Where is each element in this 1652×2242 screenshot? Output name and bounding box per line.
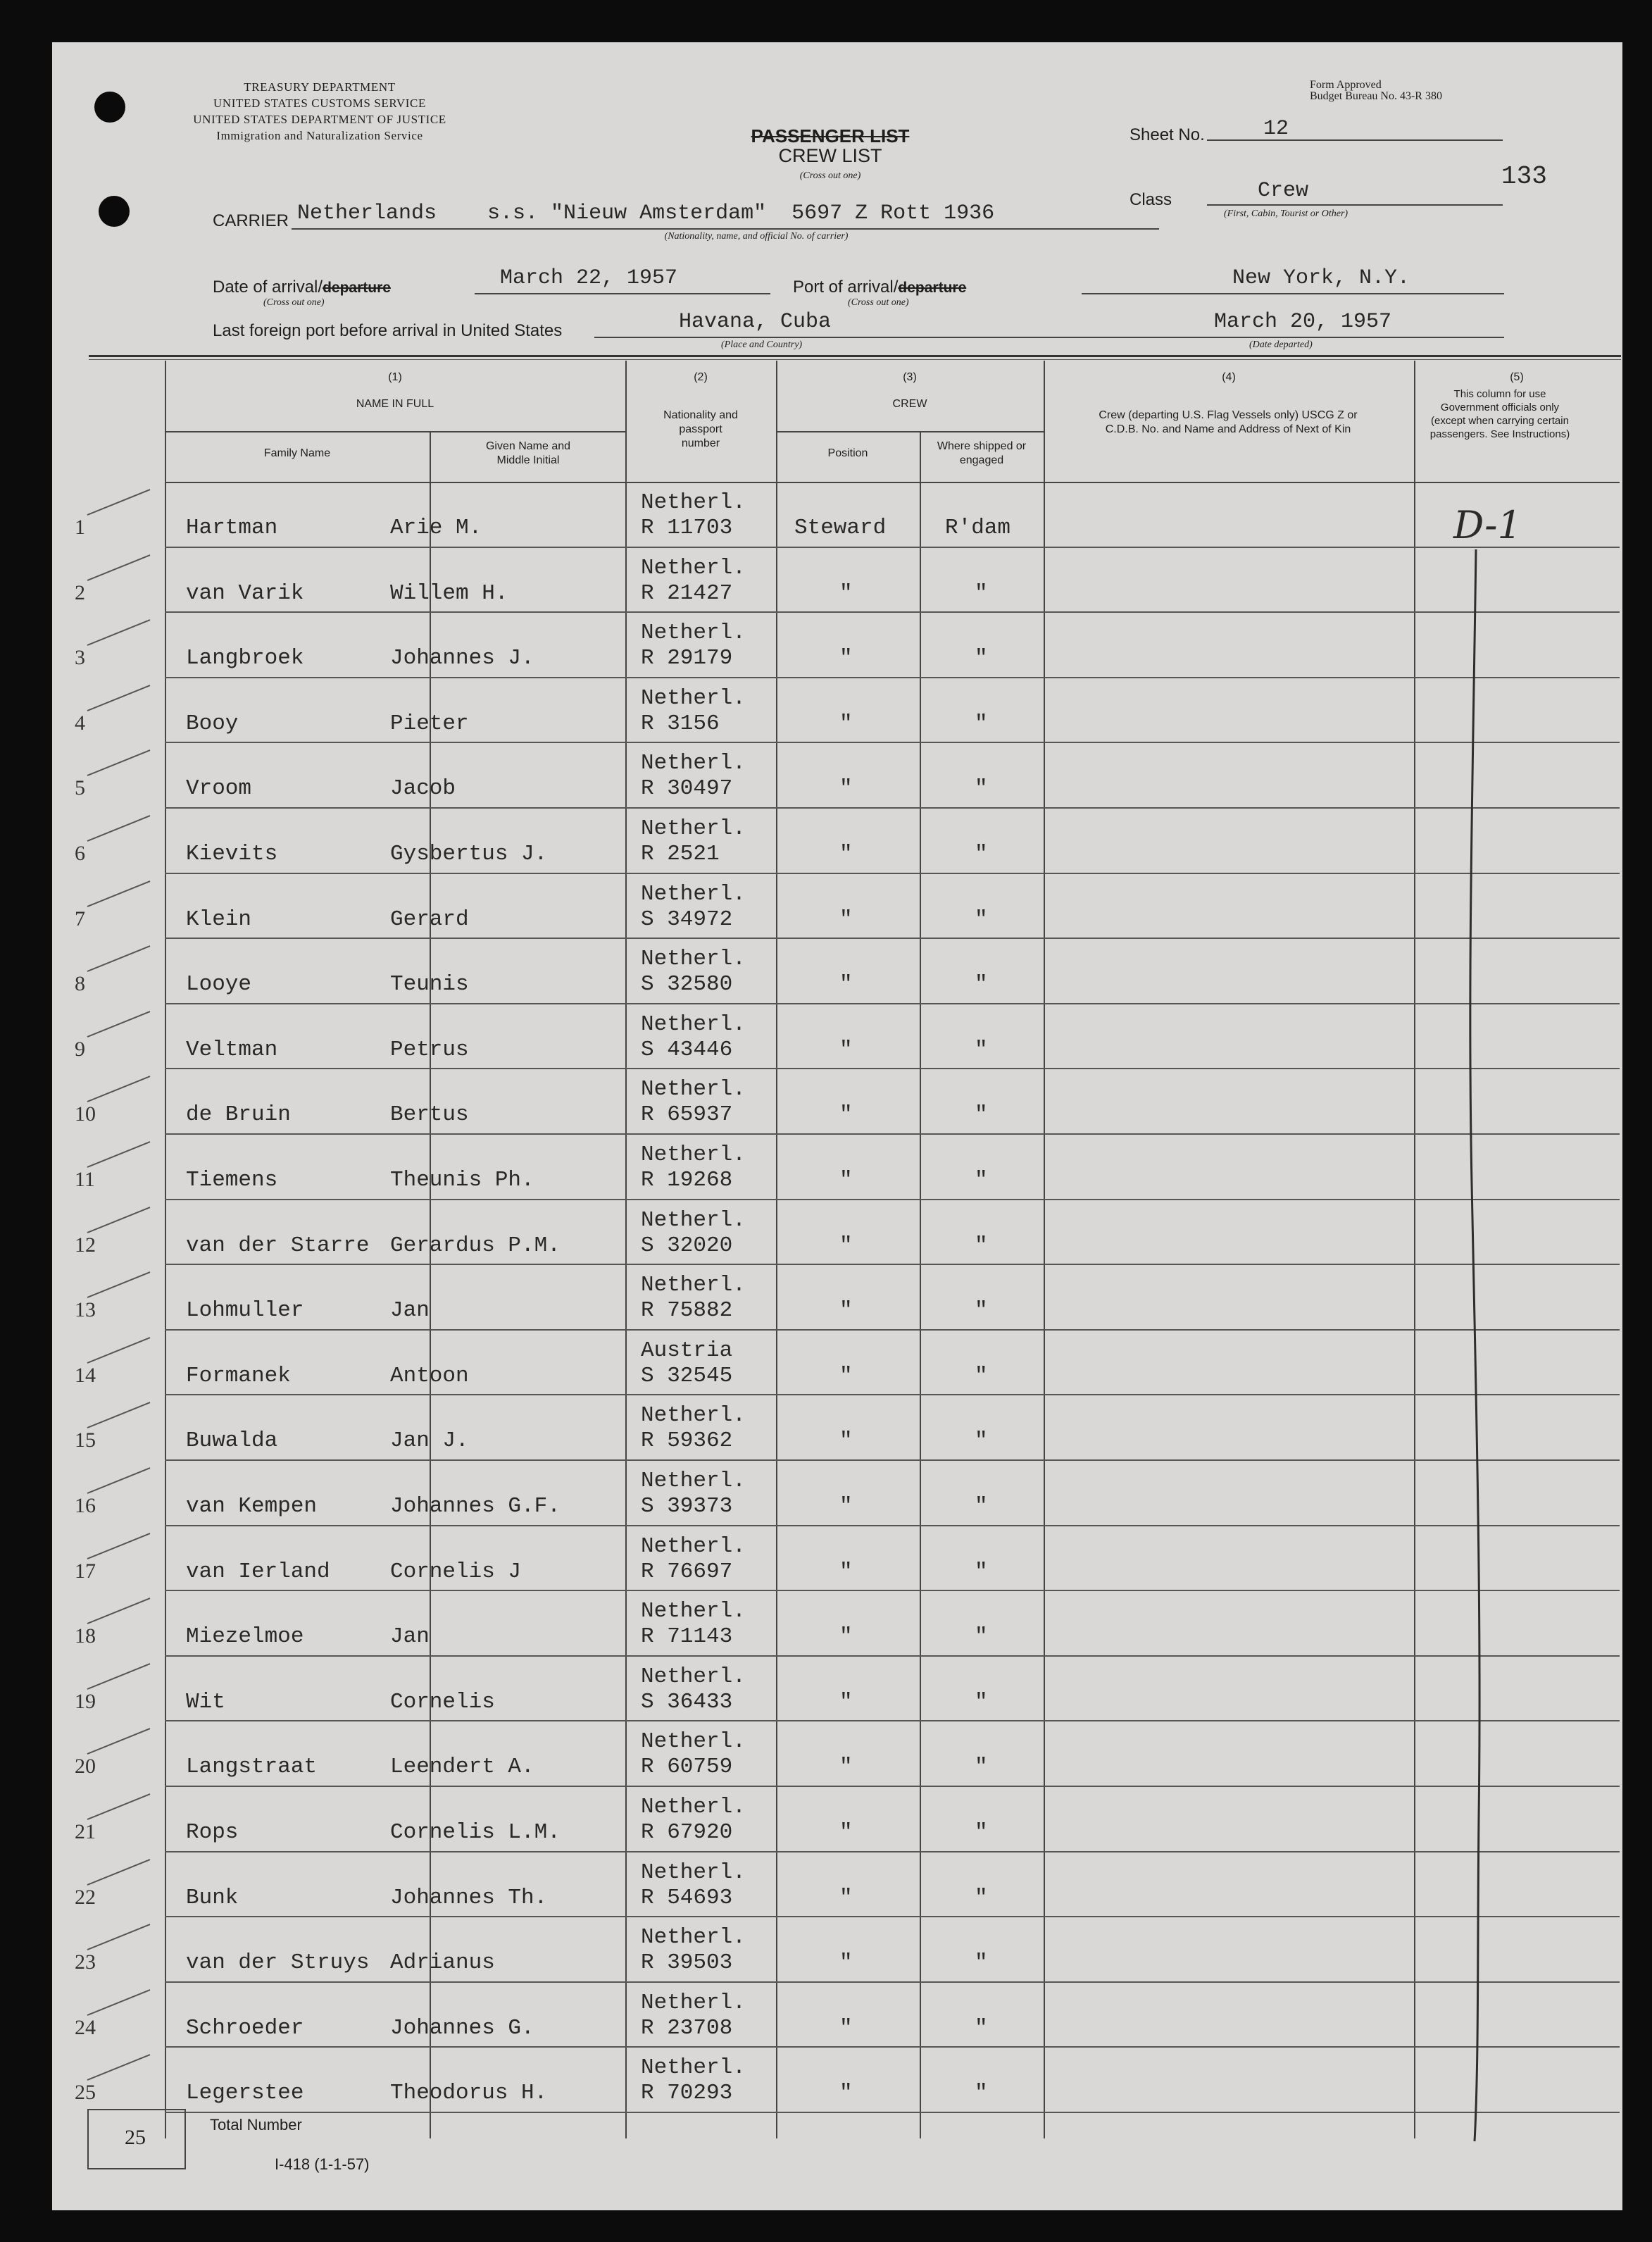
date-arrival-value: March 22, 1957 — [500, 266, 678, 290]
row-number: 19 — [75, 1689, 96, 1713]
position: " — [839, 972, 853, 997]
position: " — [839, 1037, 853, 1062]
given-name: Petrus — [390, 1037, 469, 1062]
check-tick — [87, 1533, 151, 1559]
family-name: Vroom — [186, 776, 252, 802]
check-tick — [87, 619, 151, 646]
passport-number: R 70293 — [641, 2081, 733, 2106]
family-name: Legerstee — [186, 2081, 304, 2106]
page-number: 133 — [1501, 162, 1547, 191]
row-number: 5 — [75, 776, 85, 800]
col1-title: NAME IN FULL — [356, 398, 434, 410]
nationality: Netherl. — [641, 1533, 746, 1559]
date-cross-note: (Cross out one) — [263, 297, 325, 308]
shipped-engaged: " — [975, 1559, 988, 1584]
date-departed-value: March 20, 1957 — [1214, 310, 1392, 334]
row-number: 1 — [75, 516, 85, 539]
header-subrule-1 — [165, 431, 625, 432]
shipped-engaged: " — [975, 907, 988, 932]
row-number: 20 — [75, 1755, 96, 1779]
family-name: van der Struys — [186, 1950, 370, 1976]
nationality: Netherl. — [641, 1599, 746, 1624]
check-tick — [87, 1729, 151, 1755]
col1-family-header: Family Name — [263, 447, 331, 459]
nationality: Netherl. — [641, 816, 746, 841]
row-number: 17 — [75, 1559, 96, 1583]
passport-number: R 30497 — [641, 776, 733, 802]
table-row — [75, 742, 1620, 808]
agency-line: Immigration and Naturalization Service — [216, 129, 423, 142]
given-name: Johannes Th. — [390, 1885, 548, 1910]
family-name: de Bruin — [186, 1102, 291, 1128]
shipped-engaged: " — [975, 1950, 988, 1976]
position: " — [839, 1689, 853, 1714]
nationality: Netherl. — [641, 490, 746, 515]
position: " — [839, 842, 853, 866]
family-name: Miezelmoe — [186, 1624, 304, 1650]
family-name: Tiemens — [186, 1168, 278, 1192]
given-name: Gysbertus J. — [390, 842, 548, 866]
shipped-engaged: " — [975, 1168, 988, 1192]
shipped-engaged: " — [975, 1885, 988, 1910]
position: " — [839, 1950, 853, 1976]
table-row — [75, 482, 1620, 547]
class-label: Class — [1130, 190, 1172, 209]
passport-number: S 32020 — [641, 1233, 733, 1258]
shipped-engaged: " — [975, 1428, 988, 1454]
carrier-label: CARRIER — [213, 211, 289, 230]
position: " — [839, 1624, 853, 1650]
passport-number: S 32580 — [641, 972, 733, 997]
passport-number: R 23708 — [641, 2015, 733, 2041]
given-name: Willem H. — [390, 580, 508, 606]
passport-number: R 71143 — [641, 1624, 733, 1650]
agency-line: UNITED STATES CUSTOMS SERVICE — [213, 96, 426, 110]
header-subrule-3 — [776, 431, 1044, 432]
nationality: Netherl. — [641, 1664, 746, 1689]
check-tick — [87, 1076, 151, 1103]
nationality: Netherl. — [641, 1403, 746, 1428]
agency-line: UNITED STATES DEPARTMENT OF JUSTICE — [193, 113, 446, 126]
col5-number: (5) — [1510, 371, 1524, 383]
shipped-engaged: " — [975, 842, 988, 866]
passport-number: S 43446 — [641, 1037, 733, 1062]
shipped-engaged: " — [975, 1102, 988, 1128]
passport-number: R 21427 — [641, 580, 733, 606]
table-row — [75, 2047, 1620, 2112]
shipped-engaged: " — [975, 1494, 988, 1519]
shipped-engaged: " — [975, 1363, 988, 1388]
row-number: 2 — [75, 580, 85, 604]
row-number: 4 — [75, 711, 85, 735]
carrier-value: Netherlands s.s. "Nieuw Amsterdam" 5697 Z Rott 1936 — [297, 201, 995, 225]
nationality: Netherl. — [641, 621, 746, 646]
passport-number: R 3156 — [641, 711, 720, 736]
given-name: Johannes J. — [390, 646, 534, 671]
given-name: Cornelis — [390, 1689, 495, 1714]
check-tick — [87, 1859, 151, 1886]
nationality: Netherl. — [641, 881, 746, 907]
position: " — [839, 1428, 853, 1454]
row-number: 24 — [75, 2015, 96, 2039]
check-tick — [87, 1467, 151, 1494]
carrier-note: (Nationality, name, and official No. of carrier) — [664, 231, 849, 242]
position: " — [839, 1494, 853, 1519]
table-row — [75, 1004, 1620, 1069]
passport-number: R 60759 — [641, 1755, 733, 1780]
passport-number: S 34972 — [641, 907, 733, 932]
position: Steward — [794, 516, 887, 540]
nationality: Netherl. — [641, 1273, 746, 1298]
given-name: Pieter — [390, 711, 469, 736]
hand-drawn-line — [1432, 549, 1545, 2155]
given-name: Cornelis L.M. — [390, 1820, 561, 1845]
class-note: (First, Cabin, Tourist or Other) — [1224, 208, 1348, 219]
table-row — [75, 1264, 1620, 1330]
nationality: Netherl. — [641, 947, 746, 972]
col4-number: (4) — [1222, 371, 1236, 383]
nationality: Netherl. — [641, 2055, 746, 2081]
punch-hole-middle — [99, 196, 130, 227]
passport-number: R 65937 — [641, 1102, 733, 1128]
family-name: Rops — [186, 1820, 239, 1845]
position: " — [839, 711, 853, 736]
shipped-engaged: " — [975, 1298, 988, 1324]
table-row — [75, 547, 1620, 613]
family-name: Wit — [186, 1689, 225, 1714]
date-arrival-text: Date of arrival/ — [213, 278, 323, 297]
nationality: Netherl. — [641, 1925, 746, 1950]
table-row — [75, 1460, 1620, 1526]
shipped-engaged: " — [975, 646, 988, 671]
row-number: 16 — [75, 1494, 96, 1517]
check-tick — [87, 489, 151, 516]
given-name: Jan — [390, 1298, 430, 1324]
position: " — [839, 1885, 853, 1910]
table-row — [75, 1200, 1620, 1265]
given-name: Jan J. — [390, 1428, 469, 1454]
col3-position-header: Position — [827, 447, 868, 459]
col5-title: This column for use Government officials only (except when carrying certain passengers. See Instructions) — [1429, 388, 1570, 440]
position: " — [839, 1298, 853, 1324]
table-row — [75, 1656, 1620, 1721]
nationality: Netherl. — [641, 1077, 746, 1102]
table-row — [75, 1526, 1620, 1591]
official-annotation: D-1 — [1453, 503, 1522, 547]
passport-number: R 2521 — [641, 842, 720, 866]
given-name: Antoon — [390, 1363, 469, 1388]
given-name: Teunis — [390, 972, 469, 997]
agency-block — [123, 79, 517, 144]
check-tick — [87, 1793, 151, 1820]
port-arrival-text: Port of arrival/ — [793, 278, 899, 297]
family-name: Langstraat — [186, 1755, 318, 1780]
check-tick — [87, 880, 151, 907]
given-name: Adrianus — [390, 1950, 495, 1976]
col3-title: CREW — [892, 398, 927, 410]
shipped-engaged: " — [975, 1233, 988, 1258]
row-number: 21 — [75, 1820, 96, 1843]
crew-list-form — [52, 42, 1622, 2210]
shipped-engaged: " — [975, 711, 988, 736]
col2-number: (2) — [694, 371, 708, 383]
check-tick — [87, 945, 151, 972]
check-tick — [87, 1663, 151, 1690]
passport-number: R 67920 — [641, 1820, 733, 1845]
col2-title: Nationality and passport number — [663, 409, 738, 449]
check-tick — [87, 685, 151, 711]
row-number: 18 — [75, 1624, 96, 1648]
row-number: 10 — [75, 1102, 96, 1126]
family-name: Veltman — [186, 1037, 278, 1062]
col3-shipped-header: Where shipped or engaged — [937, 440, 1027, 466]
table-row — [75, 1330, 1620, 1395]
nationality: Netherl. — [641, 1990, 746, 2015]
family-name: Klein — [186, 907, 252, 932]
col1-given-header: Given Name and Middle Initial — [485, 440, 571, 466]
family-name: Buwalda — [186, 1428, 278, 1454]
given-name: Bertus — [390, 1102, 469, 1128]
row-number: 6 — [75, 842, 85, 865]
position: " — [839, 2081, 853, 2106]
nationality: Netherl. — [641, 685, 746, 711]
check-tick — [87, 2055, 151, 2081]
shipped-engaged: R'dam — [945, 516, 1011, 540]
row-number: 9 — [75, 1037, 85, 1061]
row-number: 11 — [75, 1168, 95, 1191]
row-number: 3 — [75, 646, 85, 670]
given-name: Gerard — [390, 907, 469, 932]
position: " — [839, 580, 853, 606]
table-row — [75, 1069, 1620, 1134]
sheet-number: 12 — [1263, 117, 1289, 141]
passport-number: S 32545 — [641, 1363, 733, 1388]
passport-number: R 59362 — [641, 1428, 733, 1454]
port-arrival-label — [793, 278, 966, 297]
shipped-engaged: " — [975, 776, 988, 802]
place-note: (Place and Country) — [721, 340, 803, 350]
check-tick — [87, 1402, 151, 1429]
passport-number: R 76697 — [641, 1559, 733, 1584]
passport-number: R 54693 — [641, 1885, 733, 1910]
table-row — [75, 808, 1620, 873]
row-number: 15 — [75, 1428, 96, 1452]
position: " — [839, 1168, 853, 1192]
class-value: Crew — [1258, 179, 1309, 203]
nationality: Netherl. — [641, 1469, 746, 1493]
table-row — [75, 612, 1620, 678]
table-row — [75, 678, 1620, 743]
given-name: Gerardus P.M. — [390, 1233, 561, 1258]
passport-number: R 75882 — [641, 1298, 733, 1324]
shipped-engaged: " — [975, 2081, 988, 2106]
form-id: I-418 (1-1-57) — [275, 2155, 370, 2173]
family-name: Bunk — [186, 1885, 239, 1910]
family-name: Langbroek — [186, 646, 304, 671]
punch-hole-top — [94, 92, 125, 123]
family-name: Formanek — [186, 1363, 291, 1388]
family-name: van Kempen — [186, 1494, 318, 1519]
check-tick — [87, 1337, 151, 1364]
given-name: Leendert A. — [390, 1755, 534, 1780]
port-cross-note: (Cross out one) — [848, 297, 909, 308]
position: " — [839, 2015, 853, 2041]
row-number: 25 — [75, 2081, 96, 2105]
total-label: Total Number — [210, 2116, 302, 2134]
position: " — [839, 776, 853, 802]
sheet-label: Sheet No. — [1130, 125, 1205, 144]
table-row — [75, 1134, 1620, 1200]
check-tick — [87, 1271, 151, 1298]
shipped-engaged: " — [975, 2015, 988, 2041]
given-name: Johannes G.F. — [390, 1494, 561, 1519]
check-tick — [87, 750, 151, 777]
family-name: Booy — [186, 711, 239, 736]
shipped-engaged: " — [975, 580, 988, 606]
given-name: Cornelis J — [390, 1559, 522, 1584]
table-row — [75, 1982, 1620, 2048]
passport-number: S 36433 — [641, 1689, 733, 1714]
family-name: van der Starre — [186, 1233, 370, 1258]
position: " — [839, 1820, 853, 1845]
shipped-engaged: " — [975, 1755, 988, 1780]
last-port-value: Havana, Cuba — [679, 310, 832, 334]
position: " — [839, 1559, 853, 1584]
position: " — [839, 1102, 853, 1128]
date-arrival-label — [213, 278, 391, 297]
given-name: Theunis Ph. — [390, 1168, 534, 1192]
table-row — [75, 1590, 1620, 1656]
passport-number: R 19268 — [641, 1168, 733, 1192]
nationality: Netherl. — [641, 1011, 746, 1037]
shipped-engaged: " — [975, 1689, 988, 1714]
list-title: CREW LIST — [778, 145, 882, 166]
passport-number: R 39503 — [641, 1950, 733, 1976]
position: " — [839, 1233, 853, 1258]
nationality: Austria — [641, 1338, 733, 1363]
table-row — [75, 873, 1620, 939]
row-number: 23 — [75, 1950, 96, 1974]
shipped-engaged: " — [975, 1820, 988, 1845]
date-departed-note: (Date departed) — [1249, 340, 1313, 350]
position: " — [839, 907, 853, 932]
family-name: Schroeder — [186, 2015, 304, 2041]
family-name: Kievits — [186, 842, 278, 866]
given-name: Jan — [390, 1624, 430, 1650]
agency-line: TREASURY DEPARTMENT — [244, 80, 396, 94]
passport-number: S 39373 — [641, 1494, 733, 1519]
nationality: Netherl. — [641, 1795, 746, 1819]
given-name: Arie M. — [390, 516, 482, 540]
given-name: Jacob — [390, 776, 456, 802]
port-arrival-value: New York, N.Y. — [1232, 266, 1410, 290]
passenger-list-struck: PASSENGER LIST — [751, 125, 910, 147]
check-tick — [87, 1011, 151, 1038]
table-row — [75, 1786, 1620, 1852]
table-row — [75, 1852, 1620, 1917]
nationality: Netherl. — [641, 555, 746, 580]
table-top-rule-2 — [89, 359, 1621, 360]
table-row — [75, 1917, 1620, 1982]
given-name: Johannes G. — [390, 2015, 534, 2041]
row-number: 7 — [75, 907, 85, 930]
family-name: Looye — [186, 972, 252, 997]
col1-number: (1) — [388, 371, 402, 383]
given-name: Theodorus H. — [390, 2081, 548, 2106]
nationality: Netherl. — [641, 1207, 746, 1233]
shipped-engaged: " — [975, 972, 988, 997]
check-tick — [87, 554, 151, 581]
port-departure-struck: departure — [898, 280, 967, 296]
row-number: 22 — [75, 1885, 96, 1909]
nationality: Netherl. — [641, 1860, 746, 1885]
table-row — [75, 1721, 1620, 1786]
position: " — [839, 1363, 853, 1388]
col3-number: (3) — [903, 371, 917, 383]
shipped-engaged: " — [975, 1037, 988, 1062]
nationality: Netherl. — [641, 1729, 746, 1755]
check-tick — [87, 1598, 151, 1624]
table-row — [75, 1395, 1620, 1460]
budget-bureau: Budget Bureau No. 43-R 380 — [1310, 90, 1442, 102]
total-count: 25 — [125, 2126, 146, 2149]
check-tick — [87, 1141, 151, 1168]
form-approved: Form Approved — [1310, 79, 1382, 91]
family-name: Hartman — [186, 516, 278, 540]
row-number: 13 — [75, 1298, 96, 1322]
nationality: Netherl. — [641, 751, 746, 776]
table-row — [75, 938, 1620, 1004]
row-rule — [165, 2112, 1620, 2113]
last-port-label: Last foreign port before arrival in United States — [213, 321, 563, 340]
check-tick — [87, 1924, 151, 1950]
position: " — [839, 646, 853, 671]
col4-title: Crew (departing U.S. Flag Vessels only) USCG Z or C.D.B. No. and Name and Address of Next of Kin — [1099, 409, 1358, 435]
check-tick — [87, 815, 151, 842]
passport-number: R 11703 — [641, 516, 733, 540]
table-top-rule — [89, 355, 1621, 357]
family-name: van Varik — [186, 580, 304, 606]
date-departure-struck: departure — [323, 280, 391, 296]
list-cross-note: (Cross out one) — [799, 170, 861, 181]
nationality: Netherl. — [641, 1142, 746, 1167]
family-name: Lohmuller — [186, 1298, 304, 1324]
position: " — [839, 1755, 853, 1780]
check-tick — [87, 1207, 151, 1233]
row-number: 14 — [75, 1363, 96, 1387]
row-number: 12 — [75, 1233, 96, 1257]
family-name: van Ierland — [186, 1559, 330, 1584]
check-tick — [87, 1989, 151, 2016]
shipped-engaged: " — [975, 1624, 988, 1650]
passport-number: R 29179 — [641, 646, 733, 671]
row-number: 8 — [75, 972, 85, 996]
